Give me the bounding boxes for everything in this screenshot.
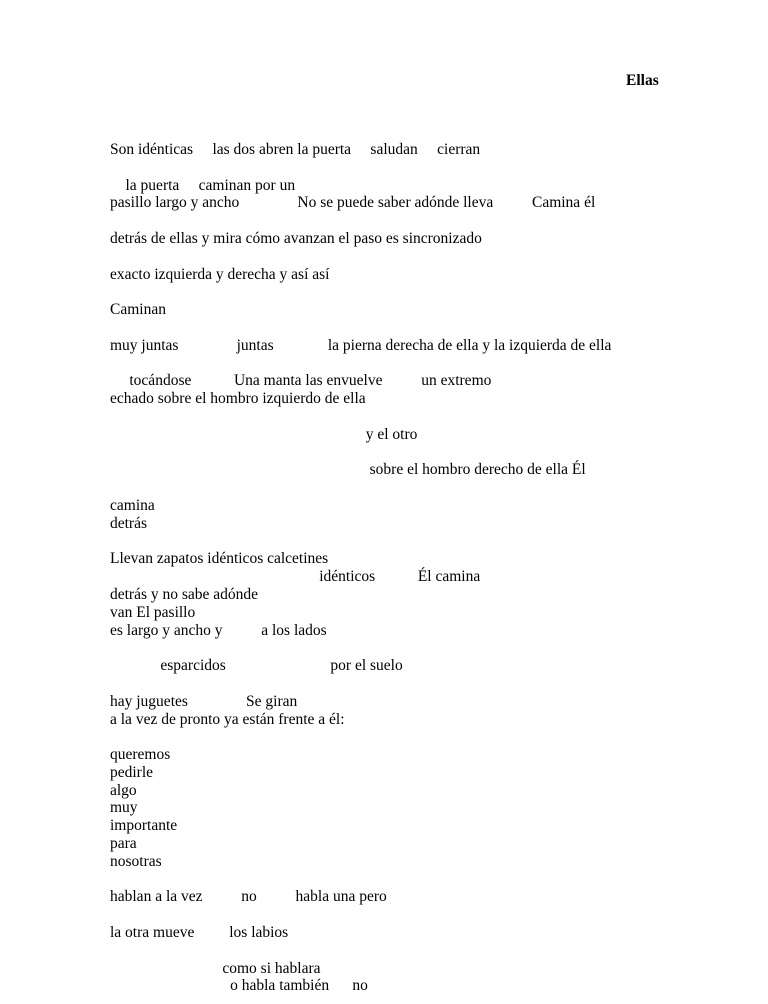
poem-line: es largo y ancho y a los lados (110, 621, 327, 639)
poem-line (110, 444, 611, 462)
poem-line (110, 871, 611, 889)
poem-line: muy (110, 799, 138, 817)
poem-line: detrás (110, 514, 148, 532)
poem-line: nosotras (110, 852, 162, 870)
poem-line: hay juguetes Se giran (110, 692, 298, 710)
poem-line: Son idénticas las dos abren la puerta saludan cierran (110, 141, 481, 158)
poem-line (110, 639, 611, 657)
poem-line (110, 675, 611, 693)
poem-title: Ellas (626, 72, 659, 89)
poem-line: queremos (110, 746, 171, 764)
poem-line: idénticos Él camina (110, 568, 481, 586)
poem-line (110, 159, 611, 177)
poem-line: Caminan (110, 301, 166, 319)
poem-line (110, 212, 611, 230)
poem-line: hablan a la vez no habla una pero (110, 888, 387, 906)
poem-line: Llevan zapatos idénticos calcetines (110, 550, 329, 568)
poem-line: pasillo largo y ancho No se puede saber adónde lleva Camina él (110, 194, 596, 212)
poem-line: van El pasillo (110, 603, 196, 621)
poem-line: la otra mueve los labios (110, 924, 289, 942)
poem-line: la puerta caminan por un (110, 176, 296, 194)
poem-line (110, 728, 611, 746)
poem-line: echado sobre el hombro izquierdo de ella (110, 390, 366, 408)
poem-line: algo (110, 781, 137, 799)
poem-line: sobre el hombro derecho de ella Él (110, 461, 586, 479)
poem-line: esparcidos por el suelo (110, 657, 403, 675)
poem-line (110, 248, 611, 266)
poem-line (110, 479, 611, 497)
poem-line: detrás y no sabe adónde (110, 585, 259, 603)
poem-line: muy juntas juntas la pierna derecha de ella y la izquierda de ella (110, 336, 612, 354)
poem-line (110, 355, 611, 373)
poem-line: exacto izquierda y derecha y así así (110, 265, 330, 283)
poem-line (110, 942, 611, 960)
poem-line: importante (110, 817, 178, 835)
poem-line: camina (110, 496, 155, 514)
poem-line: a la vez de pronto ya están frente a él: (110, 710, 345, 728)
poem-body (110, 141, 611, 995)
poem-line: o habla también no (110, 977, 368, 995)
poem-line: detrás de ellas y mira cómo avanzan el paso es sincronizado (110, 229, 482, 247)
poem-line: y el otro (110, 425, 418, 443)
poem-line (110, 533, 611, 551)
poem-line (110, 906, 611, 924)
poem-line (110, 408, 611, 426)
poem-line: para (110, 835, 137, 853)
poem-line: pedirle (110, 763, 154, 781)
poem-line: tocándose Una manta las envuelve un extremo (110, 372, 492, 390)
poem-line (110, 319, 611, 337)
poem-line: como si hablara (110, 959, 321, 977)
poem-line (110, 283, 611, 301)
